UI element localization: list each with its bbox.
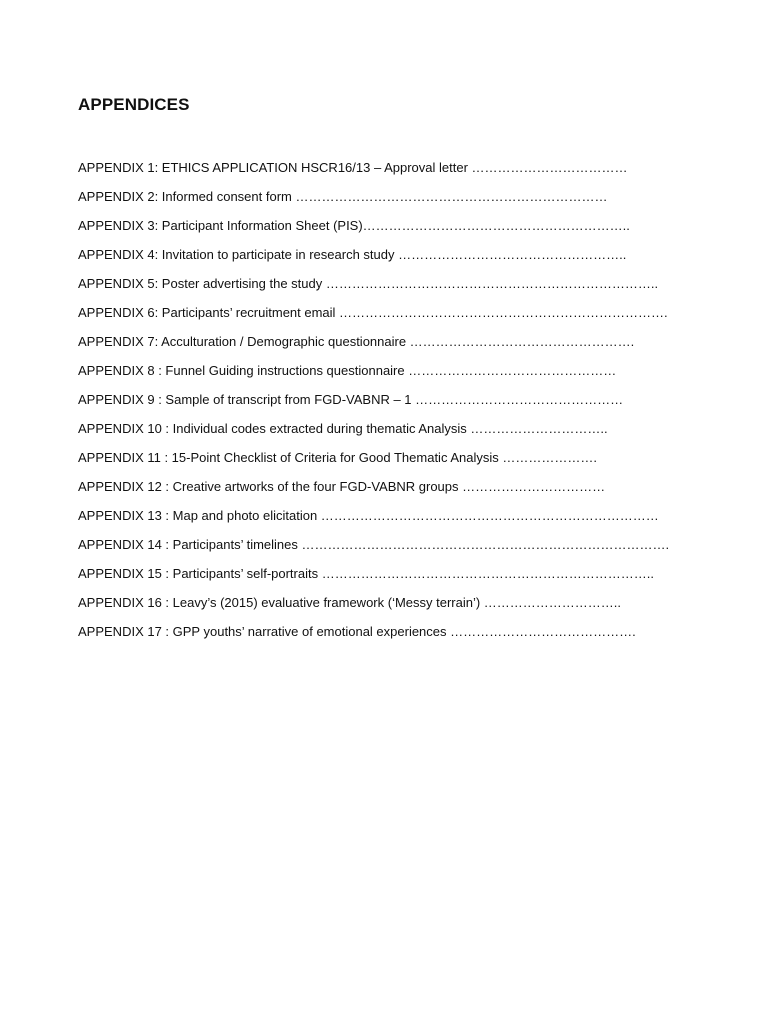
appendix-list <box>78 158 678 651</box>
appendix-item-3: APPENDIX 3: Participant Information Sheet (PIS)…………………………………………………….. <box>78 218 630 233</box>
appendix-item-1: APPENDIX 1: ETHICS APPLICATION HSCR16/13 – Approval letter ……………………………… <box>78 160 628 175</box>
appendix-item-9: APPENDIX 9 : Sample of transcript from FGD-VABNR – 1 ………………………………………… <box>78 392 624 407</box>
appendix-item-11: APPENDIX 11 : 15-Point Checklist of Criteria for Good Thematic Analysis …………………. <box>78 450 597 465</box>
appendix-item-12: APPENDIX 12 : Creative artworks of the four FGD-VABNR groups …………………………… <box>78 479 606 494</box>
appendix-item-13: APPENDIX 13 : Map and photo elicitation …………………………………………………………………… <box>78 508 659 523</box>
page-title: APPENDICES <box>78 95 190 114</box>
appendix-item-2: APPENDIX 2: Informed consent form ……………………………………………………………… <box>78 189 608 204</box>
appendix-item-10: APPENDIX 10 : Individual codes extracted during thematic Analysis ………………………….. <box>78 421 608 436</box>
appendix-item-7: APPENDIX 7: Acculturation / Demographic questionnaire ……………………………………………. <box>78 334 635 349</box>
appendix-item-16: APPENDIX 16 : Leavy’s (2015) evaluative framework (‘Messy terrain’) ………………………….. <box>78 595 622 610</box>
appendix-item-8: APPENDIX 8 : Funnel Guiding instructions questionnaire ………………………………………… <box>78 363 617 378</box>
appendix-item-5: APPENDIX 5: Poster advertising the study ………………………………………………………………….. <box>78 276 659 291</box>
appendix-item-15: APPENDIX 15 : Participants’ self-portraits ………………………………………………………………….. <box>78 566 654 581</box>
appendix-item-14: APPENDIX 14 : Participants’ timelines …………………………………………………………………………. <box>78 537 670 552</box>
appendix-item-4: APPENDIX 4: Invitation to participate in research study …………………………………………….. <box>78 247 627 262</box>
appendix-item-6: APPENDIX 6: Participants’ recruitment email …………………………………………………………………. <box>78 305 668 320</box>
appendix-item-17: APPENDIX 17 : GPP youths’ narrative of emotional experiences ……………………………………. <box>78 624 636 639</box>
